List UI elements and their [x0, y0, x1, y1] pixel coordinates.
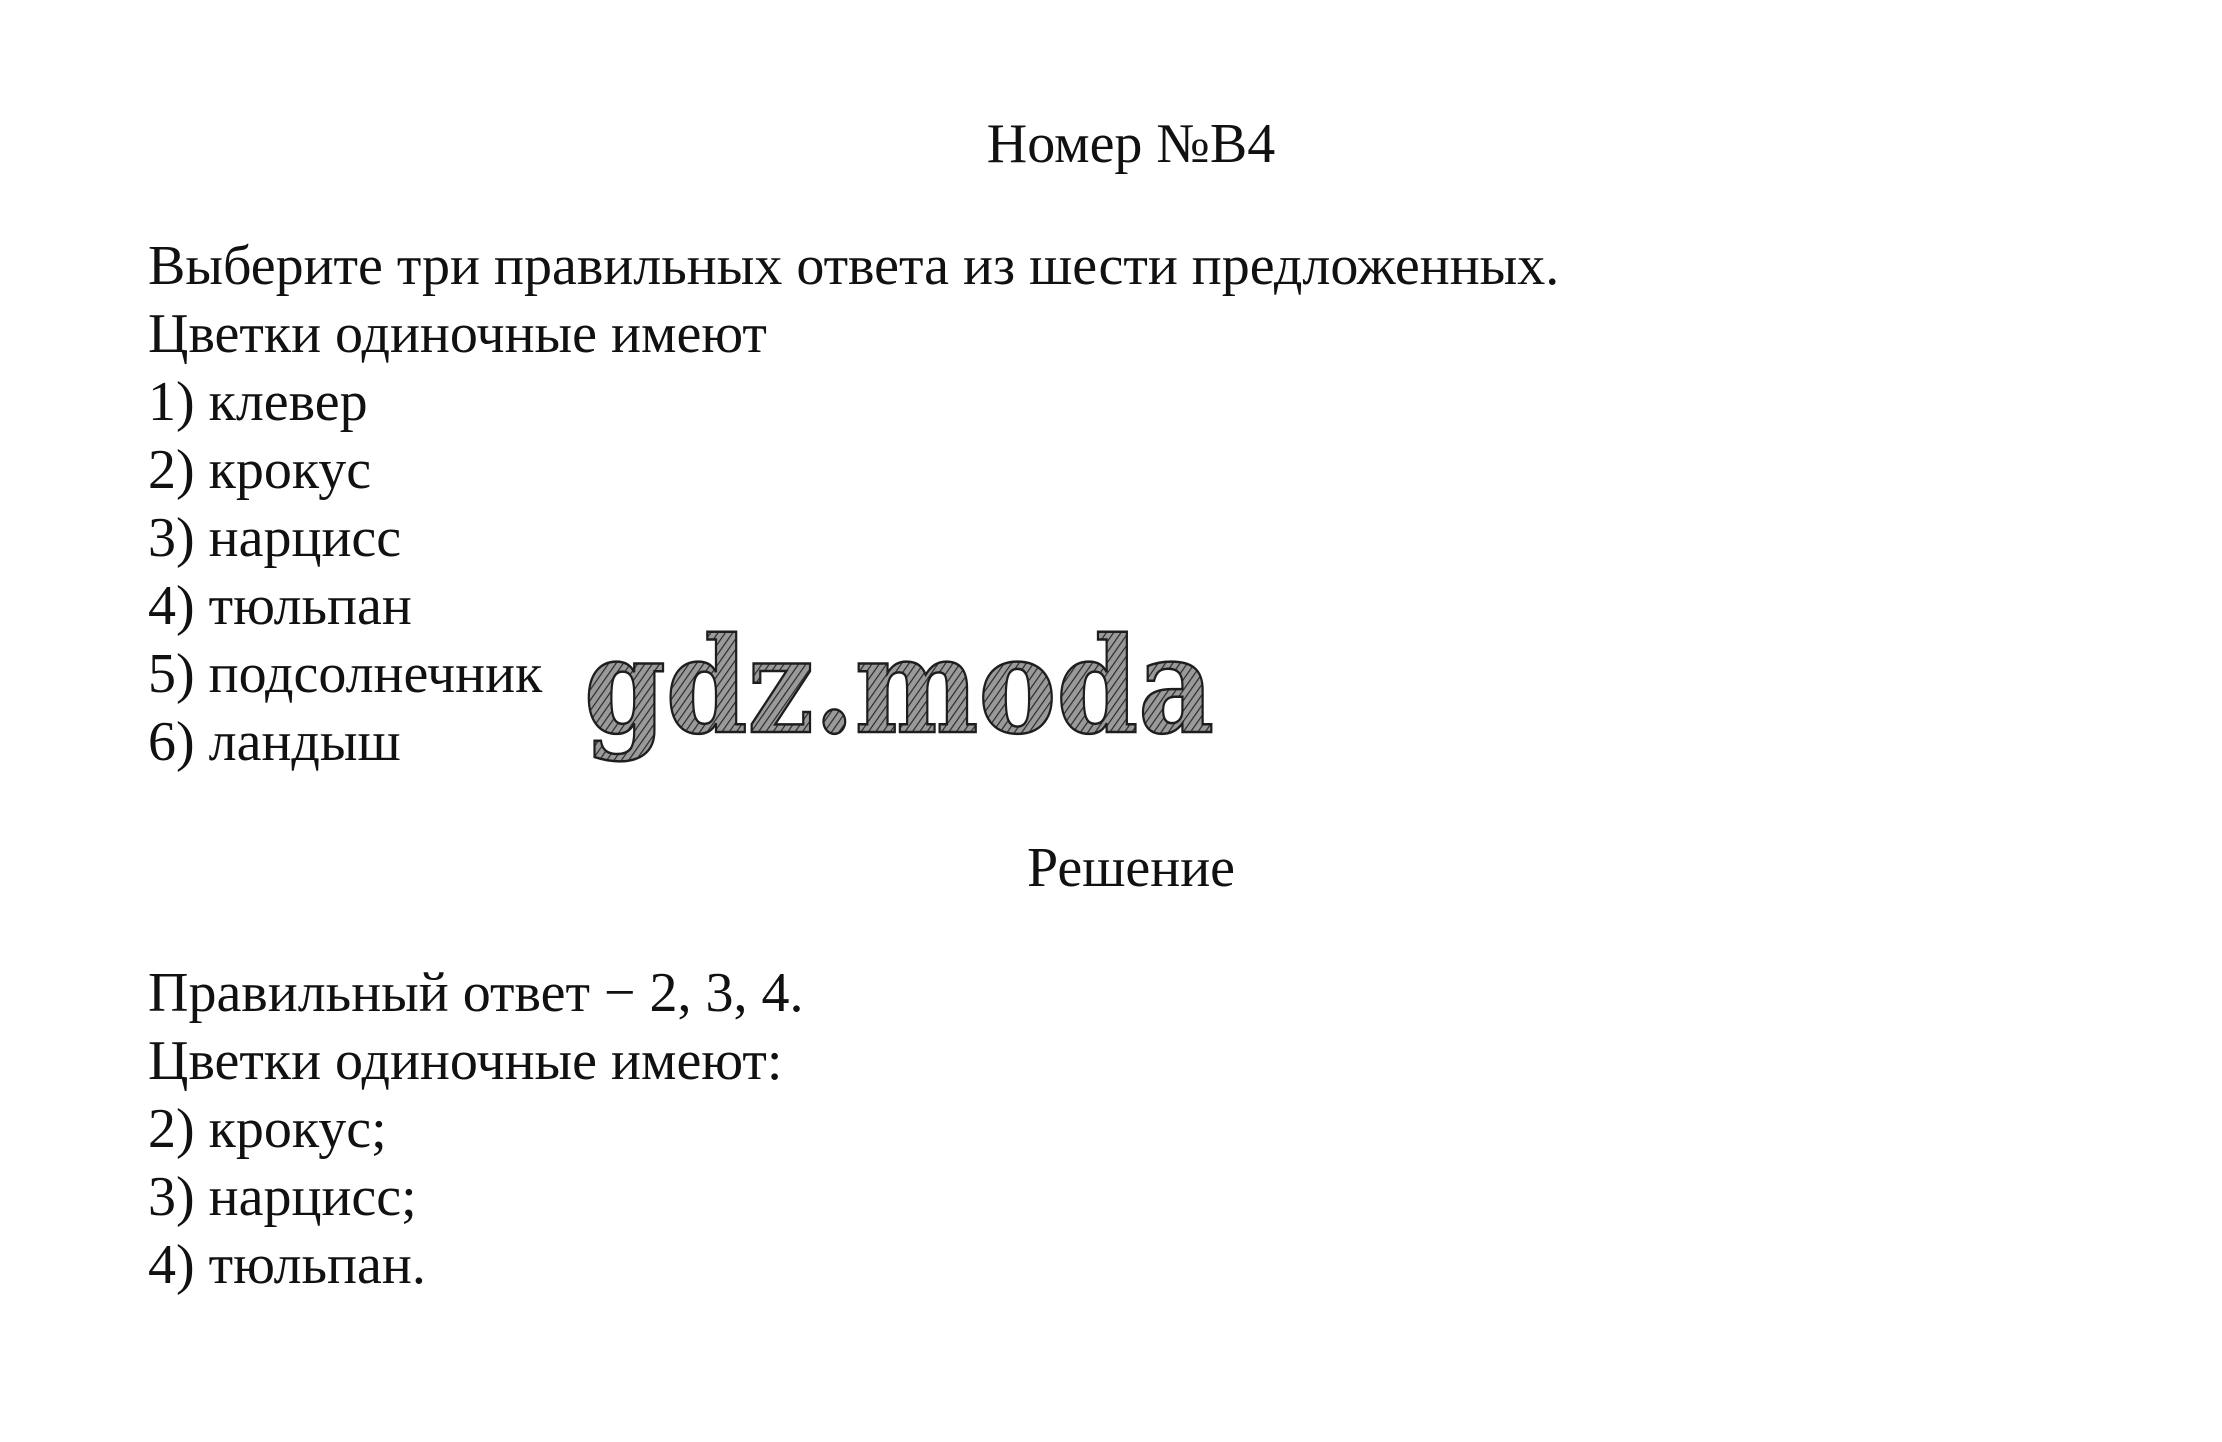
task-number-title: Номер №В4	[986, 113, 1276, 175]
option-item: 1) клевер	[148, 371, 368, 433]
solution-item: 4) тюльпан.	[148, 1234, 426, 1296]
solution-intro: Цветки одиночные имеют:	[148, 1030, 783, 1092]
solution-answer: Правильный ответ − 2, 3, 4.	[148, 962, 804, 1024]
watermark-text: gdz.moda	[584, 612, 1214, 764]
task-instruction: Выберите три правильных ответа из шести предложенных.	[148, 235, 1560, 297]
solution-text	[148, 959, 804, 1299]
watermark-logo	[578, 612, 1228, 782]
option-item: 2) крокус	[148, 439, 372, 501]
solution-item: 3) нарцисс;	[148, 1166, 417, 1228]
option-item: 4) тюльпан	[148, 575, 412, 637]
task-question: Цветки одиночные имеют	[148, 303, 767, 365]
option-item: 3) нарцисс	[148, 507, 402, 569]
option-item: 5) подсолнечник	[148, 643, 543, 705]
solution-item: 2) крокус;	[148, 1098, 387, 1160]
option-item: 6) ландыш	[148, 711, 401, 773]
solution-title: Решение	[1026, 837, 1236, 899]
